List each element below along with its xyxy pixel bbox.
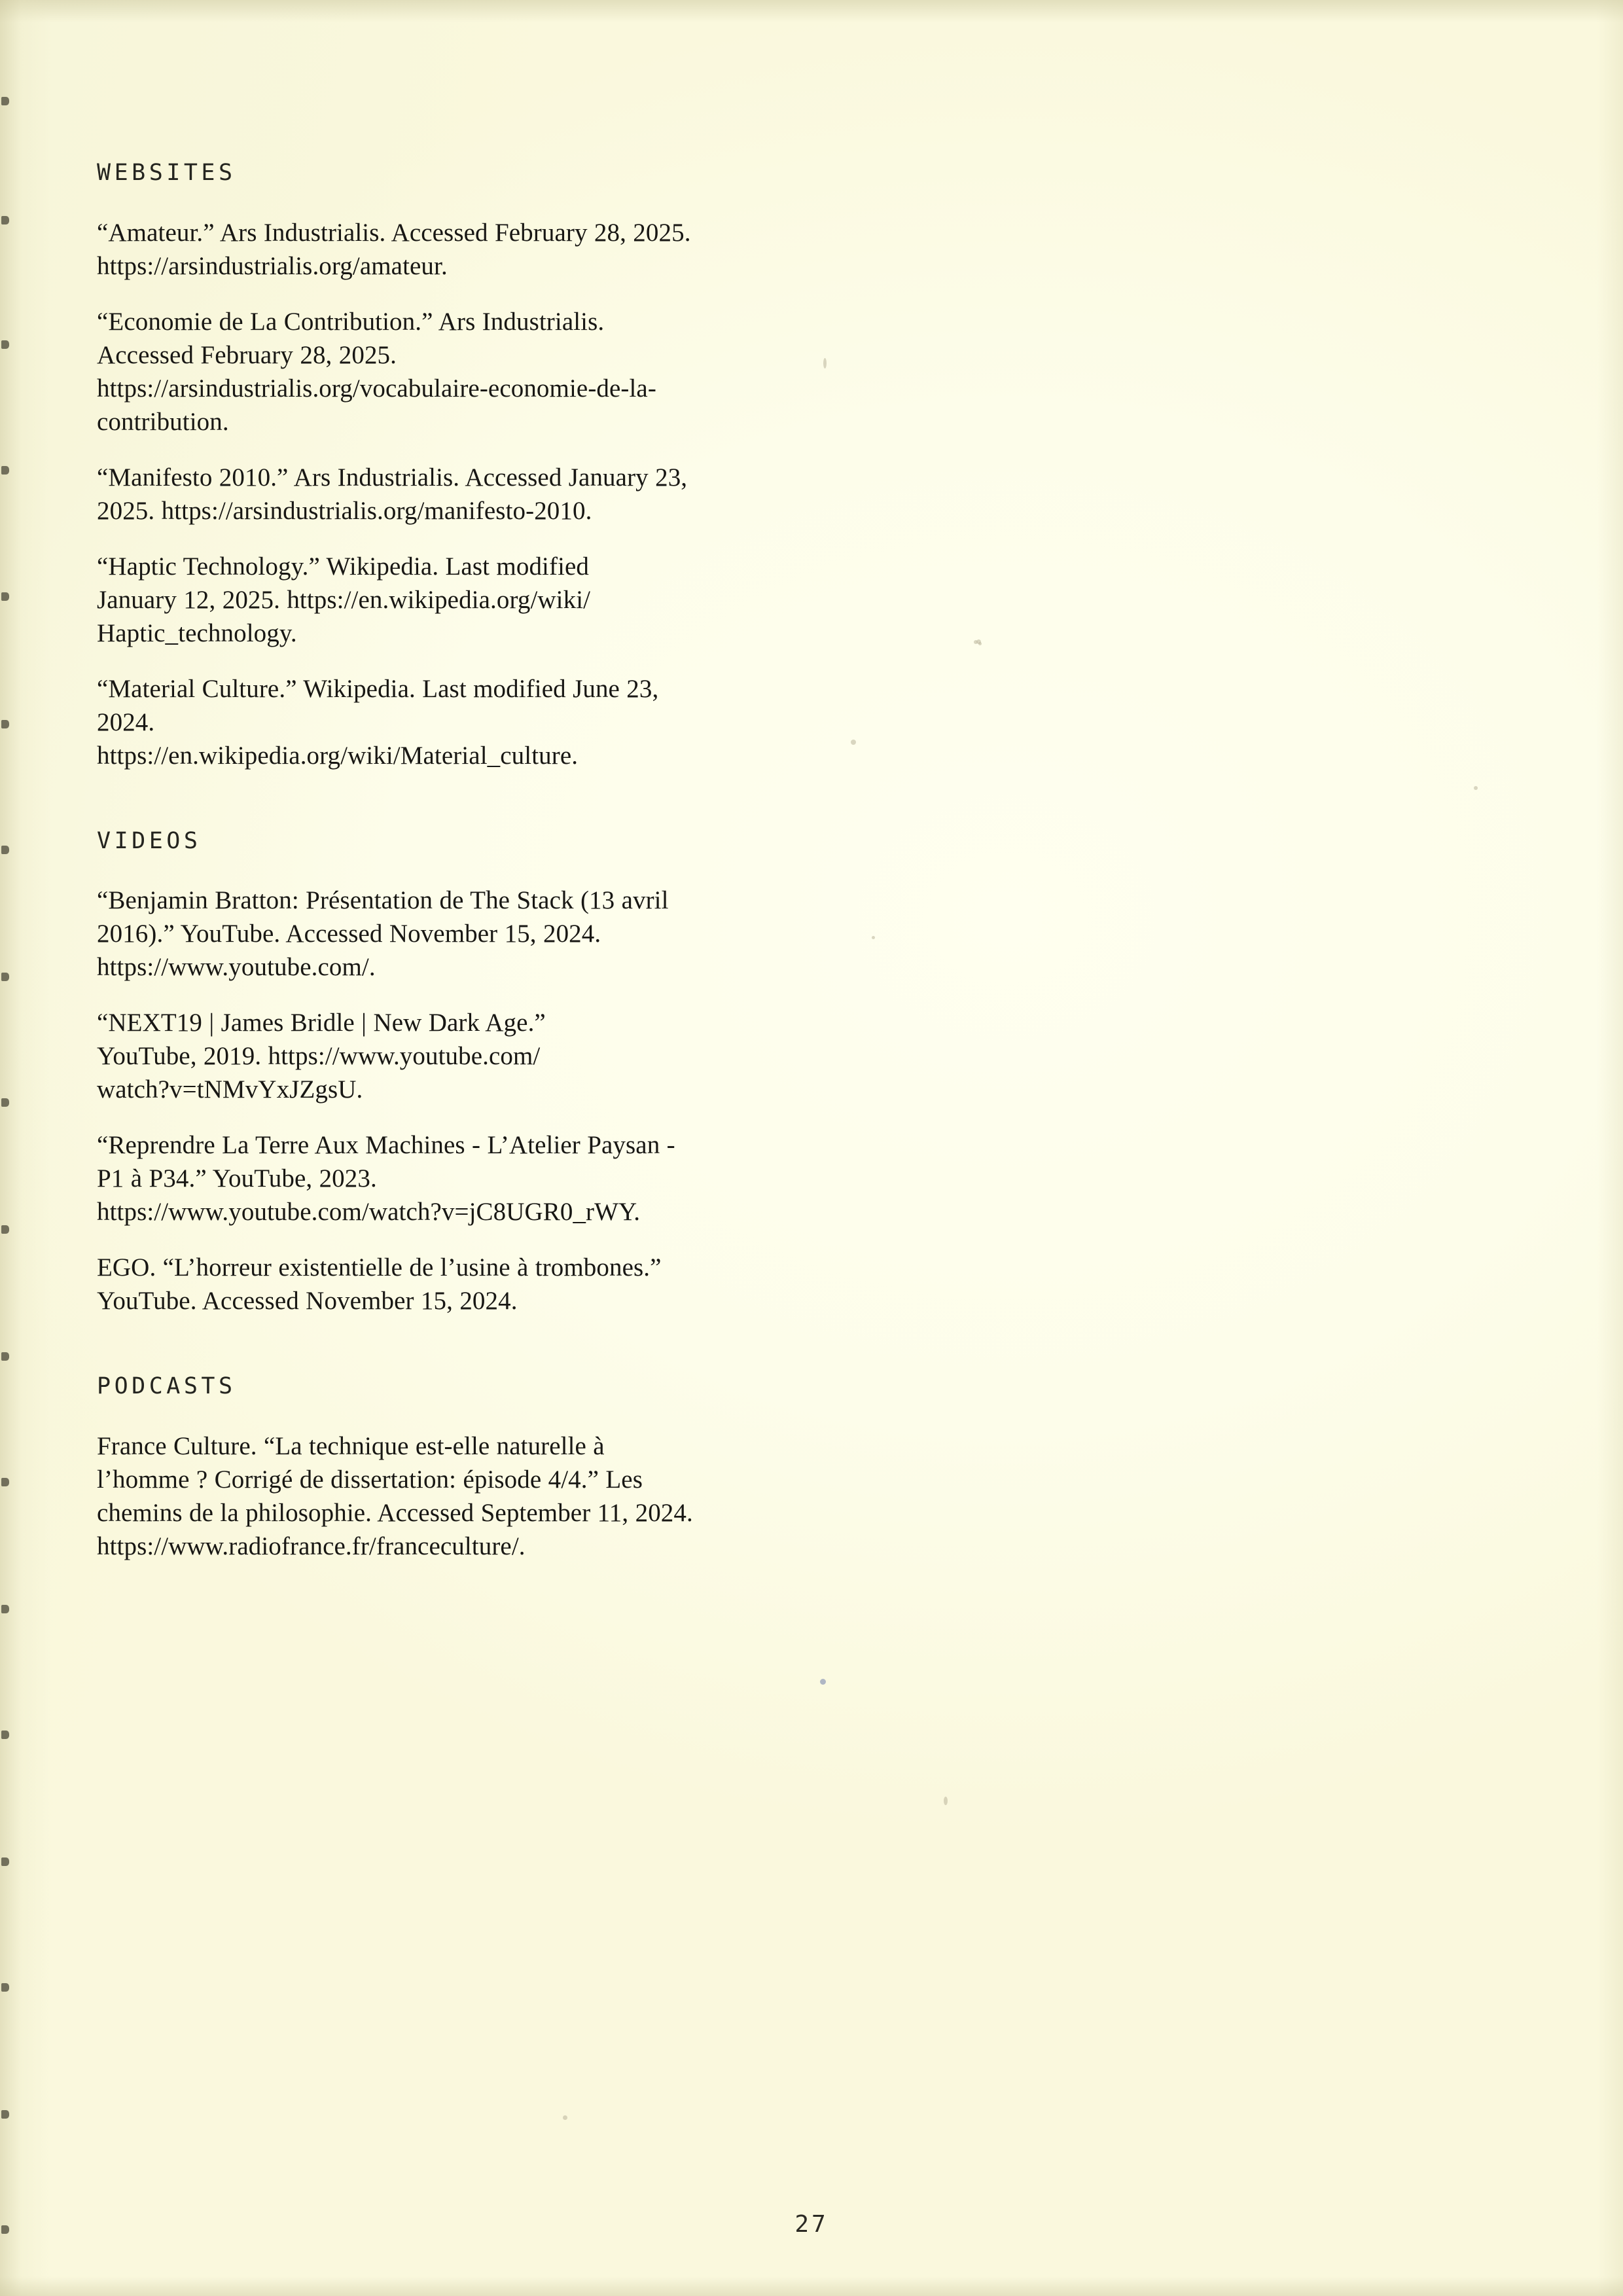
bibliography-entry: [97, 305, 830, 439]
entry-line: “Reprendre La Terre Aux Machines - L’Atelier Paysan -: [97, 1131, 675, 1160]
section-podcasts: [97, 1374, 830, 1563]
page-edge-shadow-bottom: [0, 2276, 1623, 2296]
page-number: 27: [794, 2211, 829, 2238]
scan-speck: [1474, 786, 1478, 790]
binding-mark: [1, 1857, 9, 1866]
binding-mark: [1, 466, 9, 475]
entry-line: 2025. https://arsindustrialis.org/manifesto-2010.: [97, 496, 592, 525]
binding-mark: [1, 2110, 9, 2119]
bibliography-entry: [97, 1429, 830, 1563]
entry-list-videos: [97, 884, 830, 1318]
section-videos: [97, 829, 830, 1318]
scan-speck: [974, 640, 978, 644]
entry-list-podcasts: [97, 1429, 830, 1563]
bibliography-entry: [97, 216, 830, 283]
binding-mark: [1, 340, 9, 349]
entry-line: https://arsindustrialis.org/amateur.: [97, 251, 448, 280]
section-heading-videos: VIDEOS: [97, 827, 202, 854]
binding-mark: [1, 846, 9, 854]
section-heading-websites: WEBSITES: [97, 160, 236, 187]
page-edge-shadow-top: [0, 0, 1623, 22]
entry-line: France Culture. “La technique est-elle naturelle à: [97, 1431, 605, 1460]
entry-line: January 12, 2025. https://en.wikipedia.org/wiki/: [97, 585, 591, 614]
entry-line: Haptic_technology.: [97, 619, 297, 647]
entry-line: https://www.youtube.com/watch?v=jC8UGR0_rWY.: [97, 1198, 641, 1227]
entry-line: Accessed February 28, 2025.: [97, 340, 397, 369]
entry-line: https://www.youtube.com/.: [97, 953, 376, 982]
entry-line: https://en.wikipedia.org/wiki/Material_culture.: [97, 741, 579, 770]
entry-line: 2024.: [97, 708, 155, 736]
scan-speck: [944, 1797, 948, 1805]
binding-mark: [1, 1225, 9, 1234]
entry-line: chemins de la philosophie. Accessed September 11, 2024.: [97, 1498, 693, 1527]
entry-line: YouTube. Accessed November 15, 2024.: [97, 1287, 518, 1316]
entry-line: “Economie de La Contribution.” Ars Industrialis.: [97, 307, 605, 336]
binding-mark: [1, 1983, 9, 1992]
entry-line: “Benjamin Bratton: Présentation de The Stack (13 avril: [97, 886, 669, 915]
section-heading-podcasts: PODCASTS: [97, 1373, 236, 1400]
entry-line: EGO. “L’horreur existentielle de l’usine à trombones.”: [97, 1253, 662, 1282]
entry-line: YouTube, 2019. https://www.youtube.com/: [97, 1042, 541, 1071]
scan-speck: [820, 1679, 826, 1685]
bibliography-entry: [97, 1006, 830, 1106]
binding-mark: [1, 1098, 9, 1107]
entry-line: l’homme ? Corrigé de dissertation: épisode 4/4.” Les: [97, 1465, 643, 1494]
binding-mark: [1, 1605, 9, 1613]
bibliography-column: [97, 141, 830, 1563]
binding-mark: [1, 720, 9, 728]
bibliography-entry: [97, 1251, 830, 1318]
bibliography-entry: [97, 884, 830, 984]
bibliography-entry: [97, 1128, 830, 1229]
entry-line: “Amateur.” Ars Industrialis. Accessed February 28, 2025.: [97, 218, 691, 247]
entry-line: watch?v=tNMvYxJZgsU.: [97, 1075, 363, 1104]
bibliography-entry: [97, 461, 830, 528]
bibliography-entry: [97, 550, 830, 650]
entry-line: contribution.: [97, 407, 229, 436]
binding-mark: [1, 97, 9, 105]
page-edge-shadow-right: [1597, 0, 1623, 2296]
binding-mark: [1, 973, 9, 981]
section-websites: [97, 160, 830, 772]
binding-mark: [1, 1352, 9, 1361]
entry-line: “Haptic Technology.” Wikipedia. Last modified: [97, 552, 590, 581]
entry-line: 2016).” YouTube. Accessed November 15, 2024.: [97, 920, 601, 948]
entry-line: P1 à P34.” YouTube, 2023.: [97, 1164, 377, 1193]
entry-line: https://arsindustrialis.org/vocabulaire-economie-de-la-: [97, 374, 656, 403]
binding-mark: [1, 216, 9, 224]
scan-speck: [978, 642, 982, 645]
entry-line: “Manifesto 2010.” Ars Industrialis. Accessed January 23,: [97, 463, 688, 492]
scan-speck: [563, 2115, 567, 2120]
entry-line: https://www.radiofrance.fr/franceculture/.: [97, 1532, 526, 1560]
entry-line: “Material Culture.” Wikipedia. Last modified June 23,: [97, 674, 659, 703]
entry-list-websites: [97, 216, 830, 772]
binding-mark: [1, 1731, 9, 1739]
binding-mark: [1, 592, 9, 601]
bibliography-entry: [97, 672, 830, 772]
scan-speck: [872, 936, 875, 939]
scan-speck: [851, 740, 856, 745]
entry-line: “NEXT19 | James Bridle | New Dark Age.”: [97, 1009, 546, 1037]
binding-mark: [1, 1478, 9, 1486]
